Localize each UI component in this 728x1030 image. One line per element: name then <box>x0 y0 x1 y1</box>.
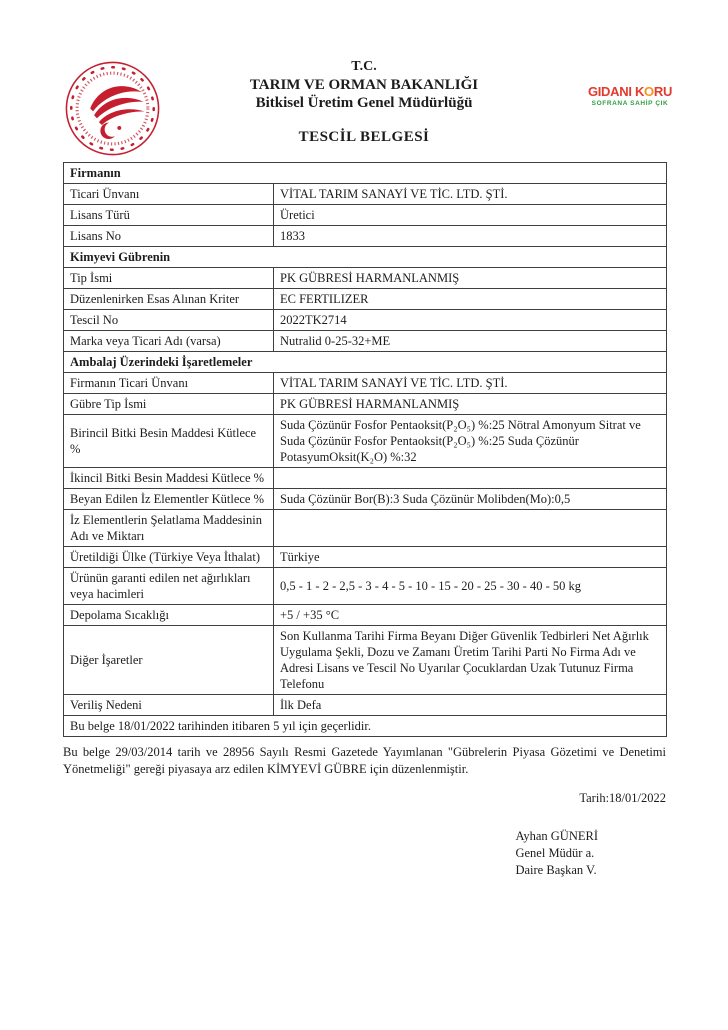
campaign-title-part1: GIDANI K <box>587 84 645 99</box>
row-value: İlk Defa <box>274 695 667 716</box>
table-row <box>64 510 667 547</box>
row-value: 1833 <box>274 226 667 247</box>
row-value: Suda Çözünür Fosfor Pentaoksit(P₂O₅) %:25 Nötral Amonyum Sitrat ve Suda Çözünür Fosfor Pentaoksit(P₂O₅) %:25 Suda Çözünür PotasyumOksit(K₂O) %:32 <box>274 415 667 468</box>
certificate-table <box>63 162 667 737</box>
table-row <box>64 331 667 352</box>
table-row <box>64 268 667 289</box>
row-label: İz Elementlerin Şelatlama Maddesinin Adı ve Miktarı <box>64 510 274 547</box>
row-label: Veriliş Nedeni <box>64 695 274 716</box>
signatory-name: Ayhan GÜNERİ <box>515 829 598 843</box>
table-row <box>64 394 667 415</box>
document-title: TESCİL BELGESİ <box>298 129 430 145</box>
row-value: VİTAL TARIM SANAYİ VE TİC. LTD. ŞTİ. <box>274 184 667 205</box>
row-value: VİTAL TARIM SANAYİ VE TİC. LTD. ŞTİ. <box>274 373 667 394</box>
issue-date: Tarih:18/01/2022 <box>579 791 666 805</box>
row-value: PK GÜBRESİ HARMANLANMIŞ <box>274 268 667 289</box>
row-value: Nutralid 0-25-32+ME <box>274 331 667 352</box>
table-row <box>64 489 667 510</box>
table-row <box>64 605 667 626</box>
row-label: İkincil Bitki Besin Maddesi Kütlece % <box>64 468 274 489</box>
row-label: Üretildiği Ülke (Türkiye Veya İthalat) <box>64 547 274 568</box>
row-label: Tip İsmi <box>64 268 274 289</box>
header-tc: T.C. <box>351 59 377 74</box>
table-section-row <box>64 163 667 184</box>
full-row-text: Bu belge 18/01/2022 tarihinden itibaren 5 yıl için geçerlidir. <box>64 716 667 737</box>
table-row <box>64 568 667 605</box>
table-section-row <box>64 247 667 268</box>
table-row <box>64 626 667 695</box>
campaign-title-part3: RU <box>653 84 673 99</box>
certificate-content <box>63 162 666 879</box>
table-row <box>64 310 667 331</box>
section-label: Ambalaj Üzerindeki İşaretlemeler <box>64 352 667 373</box>
table-row <box>64 184 667 205</box>
row-label: Gübre Tip İsmi <box>64 394 274 415</box>
signatory-title-1: Genel Müdür a. <box>515 845 595 860</box>
row-label: Ürünün garanti edilen net ağırlıkları veya hacimleri <box>64 568 274 605</box>
campaign-logo-title <box>584 85 676 99</box>
row-value <box>274 468 667 489</box>
row-label: Düzenlenirken Esas Alınan Kriter <box>64 289 274 310</box>
campaign-logo-subtitle: SOFRANA SAHİP ÇIK <box>591 100 669 107</box>
table-row <box>64 695 667 716</box>
table-section-row <box>64 352 667 373</box>
campaign-title-part2: O <box>644 84 654 99</box>
row-label: Diğer İşaretler <box>64 626 274 695</box>
row-value: 2022TK2714 <box>274 310 667 331</box>
table-row <box>64 289 667 310</box>
section-label: Firmanın <box>64 163 667 184</box>
row-label: Marka veya Ticari Adı (varsa) <box>64 331 274 352</box>
signature-block <box>63 828 666 879</box>
row-label: Lisans No <box>64 226 274 247</box>
row-value: Son Kullanma Tarihi Firma Beyanı Diğer Güvenlik Tedbirleri Net Ağırlık Uygulama Şekli, Dozu ve Zamanı Üretim Tarihi Parti No Firma Adı ve Adresi Lisans ve Tescil No Uyarılar Çocuklardan Uzak Tutunuz Firma Telefonu <box>274 626 667 695</box>
table-row <box>64 205 667 226</box>
table-row <box>64 468 667 489</box>
row-label: Firmanın Ticari Ünvanı <box>64 373 274 394</box>
header-ministry-name: TARIM VE ORMAN BAKANLIĞI <box>249 77 479 93</box>
row-value: Türkiye <box>274 547 667 568</box>
signatory-title-2: Daire Başkan V. <box>515 862 597 877</box>
row-label: Ticari Ünvanı <box>64 184 274 205</box>
header-directorate-name: Bitkisel Üretim Genel Müdürlüğü <box>255 95 473 111</box>
ministry-seal-icon <box>64 60 161 157</box>
row-value: PK GÜBRESİ HARMANLANMIŞ <box>274 394 667 415</box>
table-row <box>64 373 667 394</box>
row-value: Üretici <box>274 205 667 226</box>
regulation-note: Bu belge 29/03/2014 tarih ve 28956 Sayılı Resmi Gazetede Yayımlanan "Gübrelerin Piyasa Gözetimi ve Denetimi Yönetmeliği" gereği piyasaya arz edilen KİMYEVİ GÜBRE için düzenlenmiştir. <box>63 745 666 776</box>
table-row <box>64 226 667 247</box>
campaign-logo <box>584 85 676 107</box>
row-value: 0,5 - 1 - 2 - 2,5 - 3 - 4 - 5 - 10 - 15 - 20 - 25 - 30 - 40 - 50 kg <box>274 568 667 605</box>
table-row <box>64 415 667 468</box>
row-label: Depolama Sıcaklığı <box>64 605 274 626</box>
row-label: Beyan Edilen İz Elementler Kütlece % <box>64 489 274 510</box>
table-full-row <box>64 716 667 737</box>
row-label: Lisans Türü <box>64 205 274 226</box>
row-label: Birincil Bitki Besin Maddesi Kütlece % <box>64 415 274 468</box>
row-value: EC FERTILIZER <box>274 289 667 310</box>
row-value <box>274 510 667 547</box>
row-value: +5 / +35 °C <box>274 605 667 626</box>
section-label: Kimyevi Gübrenin <box>64 247 667 268</box>
document-header <box>164 58 564 112</box>
row-value: Suda Çözünür Bor(B):3 Suda Çözünür Molibden(Mo):0,5 <box>274 489 667 510</box>
table-row <box>64 547 667 568</box>
row-label: Tescil No <box>64 310 274 331</box>
